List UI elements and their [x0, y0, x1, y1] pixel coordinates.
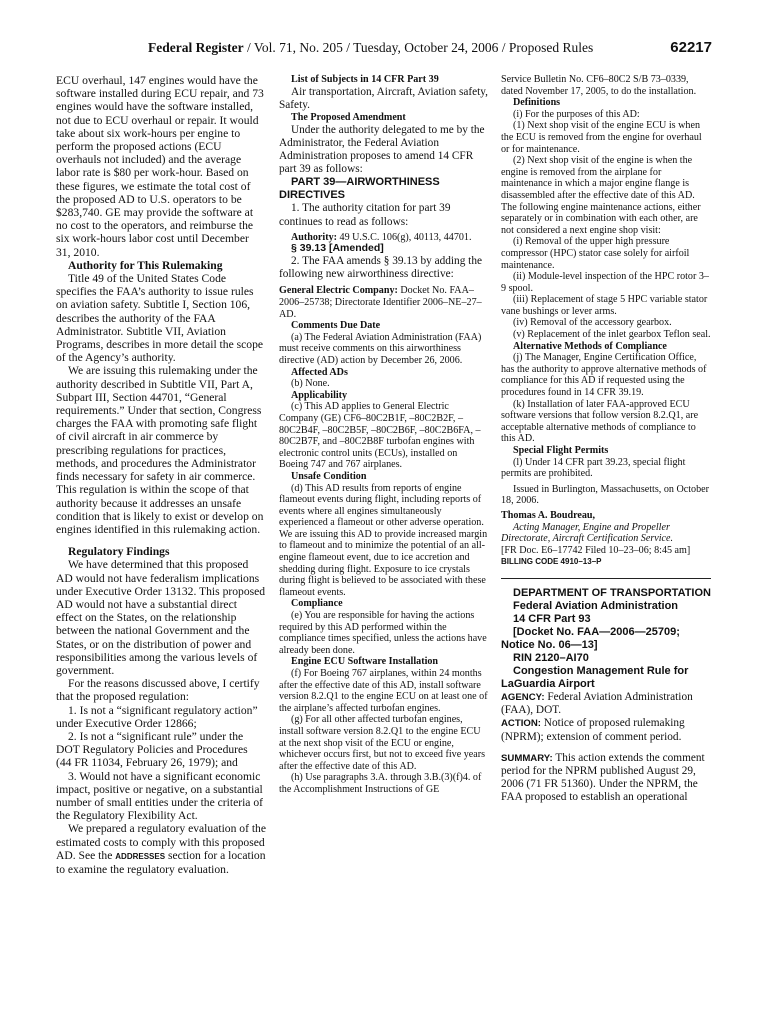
section-heading: List of Subjects in 14 CFR Part 39	[291, 74, 439, 85]
paragraph: (ii) Module-level inspection of the HPC rotor 3–9 spool.	[501, 271, 709, 294]
paragraph	[56, 822, 266, 876]
paragraph: (f) For Boeing 767 airplanes, within 24 months after the effective date of this AD, install software version 8.2.Q1 to the engine ECU on at least one of the airplane’s affected turbofan engines.	[279, 668, 488, 714]
paragraph: (j) The Manager, Engine Certification Office, has the authority to approve alternative methods of compliance for this AD if requested using the procedures found in 14 CFR 39.19.	[501, 352, 707, 399]
paragraph: (d) This AD results from reports of engine flameout events during flight, including reports of events where all engines simultaneously experienced a flameout or other adverse operation. We are issuing this AD to provide increased margin to flameout and to minimize the potential of an all-engine flameout event, due to ice accretion and shedding during flight. Exposure to ice crystals during flight is believed to be associated with these flameout events.	[279, 482, 488, 598]
paragraph: Air transportation, Aircraft, Aviation safety, Safety.	[279, 85, 489, 111]
agency-line	[501, 691, 711, 717]
docket-heading: [Docket No. FAA—2006—25709; Notice No. 06—13]	[501, 625, 680, 651]
column-3	[501, 74, 711, 805]
paragraph: (k) Installation of later FAA-approved ECU software versions that follow version 8.2.Q1, are acceptable alternative methods of compliance to this AD.	[501, 398, 699, 445]
paragraph	[279, 285, 488, 320]
signer-title: Acting Manager, Engine and Propeller Directorate, Aircraft Certification Service.	[501, 521, 674, 545]
rule-title: Congestion Management Rule for LaGuardia Airport	[501, 664, 689, 690]
subheading: Alternative Methods of Compliance	[513, 340, 667, 352]
billing-code: BILLING CODE 4910–13–P	[501, 557, 602, 567]
summary-label: SUMMARY:	[501, 752, 553, 764]
divider	[501, 578, 711, 579]
paragraph: (2) Next shop visit of the engine is when the engine is removed from the airplane for maintenance in which a major engine flange is disassembled after the effective date of this AD. The following engine maintenance actions, either separately or in combination with each other, are not considered a next engine shop visit:	[501, 155, 701, 236]
subheading: Applicability	[291, 389, 348, 401]
subheading: Affected ADs	[291, 366, 348, 378]
paragraph: Title 49 of the United States Code specifies the FAA’s authority to issue rules on aviation safety. Subtitle I, Section 106, describes the authority of the FAA Administrator. Subtitle VII, Aviation Programs, describes in more detail the scope of the Agency’s authority.	[56, 272, 264, 365]
list-item: 1. Is not a “significant regulatory action” under Executive Order 12866;	[56, 703, 258, 730]
subheading: Comments Due Date	[291, 320, 381, 332]
list-item: 2. Is not a “significant rule” under the DOT Regulatory Policies and Procedures (44 FR 11034, February 26, 1979); and	[56, 729, 248, 770]
paragraph: Service Bulletin No. CF6–80C2 S/B 73–0339, dated November 17, 2005, to do the installation.	[501, 74, 697, 97]
department-heading: DEPARTMENT OF TRANSPORTATION	[513, 586, 711, 599]
paragraph: ECU overhaul, 147 engines would have the software installed during ECU repair, and 73 engines would have the software installed, not due to ECU overhaul or repair. It would take about six work-hours per engine to perform the proposed actions (ECU overhauls not included) and the average labor rate is $80 per work-hour. Based on these figures, we estimate the total cost of the proposed AD to U.S. operators to be $283,740. GE may provide the software at no cost to the operators, and reimburse the six work-hours labor cost until December 31, 2010.	[56, 74, 264, 259]
fr-doc-line: [FR Doc. E6–17742 Filed 10–23–06; 8:45 am]	[501, 544, 691, 556]
agency-label: AGENCY:	[501, 691, 545, 703]
rin-heading: RIN 2120–AI70	[513, 651, 589, 664]
paragraph: (iv) Removal of the accessory gearbox.	[513, 317, 672, 329]
paragraph: Under the authority delegated to me by the Administrator, the Federal Aviation Administration proposes to amend 14 CFR part 39 as follows:	[279, 123, 485, 176]
part-title: PART 39—AIRWORTHINESS DIRECTIVES	[279, 176, 440, 202]
subheading: Compliance	[291, 598, 343, 610]
subheading: Special Flight Permits	[513, 445, 609, 456]
running-header	[56, 40, 712, 60]
paragraph: (e) You are responsible for having the actions required by this AD performed within the compliance times specified, unless the actions have already been done.	[279, 610, 487, 656]
paragraph: (1) Next shop visit of the engine ECU is when the ECU is removed from the engine for overhaul or for maintenance.	[501, 120, 702, 155]
section-name: Proposed Rules	[508, 40, 594, 55]
subheading: Engine ECU Software Installation	[291, 656, 439, 668]
action-label: ACTION:	[501, 718, 541, 730]
paragraph: (iii) Replacement of stage 5 HPC variable stator vane bushings or lever arms.	[501, 294, 708, 317]
volume-issue: Vol. 71, No. 205	[253, 40, 343, 55]
company-label: General Electric Company:	[279, 285, 398, 297]
subheading: Definitions	[513, 97, 561, 109]
summary-text: This action extends the comment period for the NPRM published August 29, 2006 (71 FR 51360). Under the NPRM, the FAA proposed to establish an operational	[501, 751, 705, 804]
list-item: 3. Would not have a significant economic impact, positive or negative, on a substantial number of small entities under the criteria of the Regulatory Flexibility Act.	[56, 769, 264, 823]
column-2	[279, 74, 488, 796]
issued-statement: Issued in Burlington, Massachusetts, on October 18, 2006.	[501, 483, 709, 507]
authority-text: 49 U.S.C. 106(g), 40113, 44701.	[339, 231, 472, 243]
action-text: Notice of proposed rulemaking (NPRM); extension of comment period.	[501, 717, 685, 743]
journal-name: Federal Register	[148, 40, 244, 55]
section-heading: The Proposed Amendment	[291, 112, 406, 123]
company-text: Docket No. FAA–2006–25738; Directorate Identifier 2006–NE–27–AD.	[279, 285, 482, 320]
section-title: § 39.13 [Amended]	[291, 242, 384, 255]
paragraph: (c) This AD applies to General Electric Company (GE) CF6–80C2B1F, –80C2B2F, –80C2B4F, –80C2B5F, –80C2B6F, –80C2B6FA, –80C2B7F, and –80C2B8F turbofan engines with electronic control units (ECUs), installed on Boeing 747 and 767 airplanes.	[279, 401, 481, 471]
text-run: We prepared a regulatory evaluation of the estimated costs to comply with this proposed AD. See the	[56, 822, 266, 862]
section-heading: Regulatory Findings	[68, 545, 170, 559]
summary-line	[501, 752, 711, 805]
paragraph: (g) For all other affected turbofan engines, install software version 8.2.Q1 to the engine ECU at the next shop visit of the ECU or engine, whichever occurs first, but not to exceed five years after the effective date of this AD.	[279, 714, 486, 772]
text-run: section for a location to examine the regulatory evaluation.	[56, 848, 266, 876]
addresses-ref: ADDRESSES	[115, 851, 166, 861]
paragraph: (l) Under 14 CFR part 39.23, special flight permits are prohibited.	[501, 456, 686, 480]
paragraph: (i) Removal of the upper high pressure compressor (HPC) stator case solely for airfoil maintenance.	[501, 236, 690, 271]
paragraph: 2. The FAA amends § 39.13 by adding the following new airworthiness directive:	[279, 255, 482, 281]
paragraph: (i) For the purposes of this AD:	[513, 108, 640, 120]
signer-name: Thomas A. Boudreau,	[501, 509, 596, 521]
issue-date: Tuesday, October 24, 2006	[353, 40, 499, 55]
page-number: 62217	[670, 39, 712, 56]
authority-label: Authority:	[291, 231, 337, 243]
action-line	[501, 717, 711, 743]
paragraph: (b) None.	[291, 378, 330, 390]
paragraph: 1. The authority citation for part 39 continues to read as follows:	[279, 202, 451, 228]
cfr-heading: 14 CFR Part 93	[513, 612, 591, 625]
agency-text: Federal Aviation Administration (FAA), DOT.	[501, 690, 693, 717]
paragraph: We are issuing this rulemaking under the authority described in Subtitle VII, Part A, Subpart III, Section 44701, “General requirements.” Under that section, Congress charges the FAA with promoting safe flight of civil aircraft in air commerce by prescribing regulations for practices, methods, and procedures the Administrator finds necessary for safety in air commerce. This regulation is within the scope of that authority because it addresses an unsafe condition that is likely to exist or develop on engines identified in this rulemaking action.	[56, 364, 264, 536]
paragraph: (h) Use paragraphs 3.A. through 3.B.(3)(f)4. of the Accomplishment Instructions of GE	[279, 772, 482, 795]
subheading: Unsafe Condition	[291, 470, 367, 482]
paragraph: (a) The Federal Aviation Administration (FAA) must receive comments on this airworthiness directive (AD) action by December 26, 2006.	[279, 331, 482, 366]
column-1	[56, 74, 266, 876]
agency-heading: Federal Aviation Administration	[513, 599, 679, 612]
paragraph: (v) Replacement of the inlet gearbox Teflon seal.	[513, 329, 711, 341]
header-citation: Federal Register / Vol. 71, No. 205 / Tuesday, October 24, 2006 / Proposed Rules	[148, 40, 594, 55]
section-heading: Authority for This Rulemaking	[68, 258, 223, 272]
paragraph: For the reasons discussed above, I certify that the proposed regulation:	[56, 677, 260, 704]
paragraph: We have determined that this proposed AD would not have federalism implications under Executive Order 13132. This proposed AD would not have a substantial direct effect on the States, on the relationship between the national Government and the States, or on the distribution of power and responsibilities among the various levels of government.	[56, 558, 266, 677]
